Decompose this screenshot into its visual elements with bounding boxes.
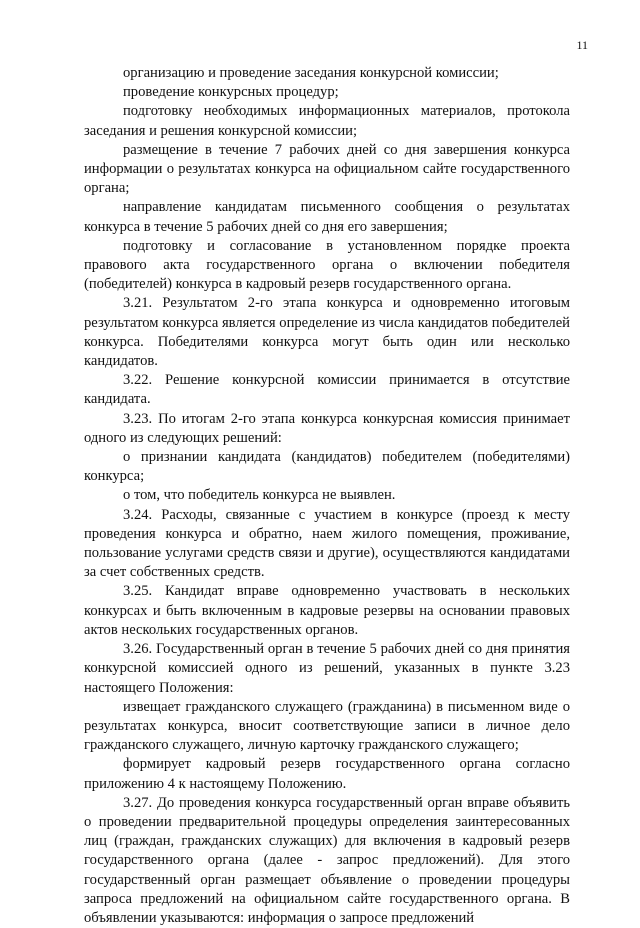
paragraph: 3.26. Государственный орган в течение 5 рабочих дней со дня принятия конкурсной комиссией одного из решений, указанных в пункте 3.23 настоящего Положения: <box>84 641 570 696</box>
paragraph: проведение конкурсных процедур; <box>123 84 339 101</box>
paragraph: 3.25. Кандидат вправе одновременно участвовать в нескольких конкурсах и быть включенным в кадровые резервы на основании правовых актов нескольких государственных органов. <box>84 583 570 638</box>
paragraph: извещает гражданского служащего (гражданина) в письменном виде о результатах конкурса, вносит соответствующие записи в личное дело гражданского служащего, личную карточку гражданского служащего; <box>84 698 570 754</box>
paragraph: размещение в течение 7 рабочих дней со дня завершения конкурса информации о результатах конкурса на официальном сайте государственного органа; <box>84 141 570 197</box>
paragraph: 3.27. До проведения конкурса государственный орган вправе объявить о проведении предварительной процедуры определения заинтересованных лиц (граждан, гражданских служащих) для включения в кадровый резерв государственного органа (далее - запрос предложений). Для этого государственный орган размещает объявление о проведении процедуры запроса предложений на официальном сайте государственного органа. В объявлении указываются: информация о запросе предложений <box>84 794 570 926</box>
paragraph: 3.24. Расходы, связанные с участием в конкурсе (проезд к месту проведения конкурса и обратно, наем жилого помещения, проживание, пользование услугами средств связи и другие), осуществляются кандидатами за счет собственных средств. <box>84 506 570 581</box>
paragraph: подготовку и согласование в установленном порядке проекта правового акта государственного органа о включении победителя (победителей) конкурса в кадровый резерв государственного органа. <box>84 237 570 293</box>
page-number: 11 <box>576 38 588 52</box>
paragraph: подготовку необходимых информационных материалов, протокола заседания и решения конкурсной комиссии; <box>84 103 570 139</box>
paragraph: 3.23. По итогам 2-го этапа конкурса конкурсная комиссия принимает одного из следующих решений: <box>84 410 570 446</box>
paragraph: формирует кадровый резерв государственного органа согласно приложению 4 к настоящему Положению. <box>84 756 570 792</box>
document-body <box>84 64 570 928</box>
paragraph: 3.22. Решение конкурсной комиссии принимается в отсутствие кандидата. <box>84 372 570 408</box>
paragraph: 3.21. Результатом 2-го этапа конкурса и одновременно итоговым результатом конкурса является определение из числа кандидатов победителей конкурса. Победителями конкурса могут быть один или несколько кандидатов. <box>84 295 570 370</box>
paragraph: о признании кандидата (кандидатов) победителем (победителями) конкурса; <box>84 449 570 485</box>
paragraph: организацию и проведение заседания конкурсной комиссии; <box>123 65 499 81</box>
paragraph: о том, что победитель конкурса не выявлен. <box>123 487 396 504</box>
paragraph: направление кандидатам письменного сообщения о результатах конкурса в течение 5 рабочих дней со дня его завершения; <box>84 199 570 235</box>
